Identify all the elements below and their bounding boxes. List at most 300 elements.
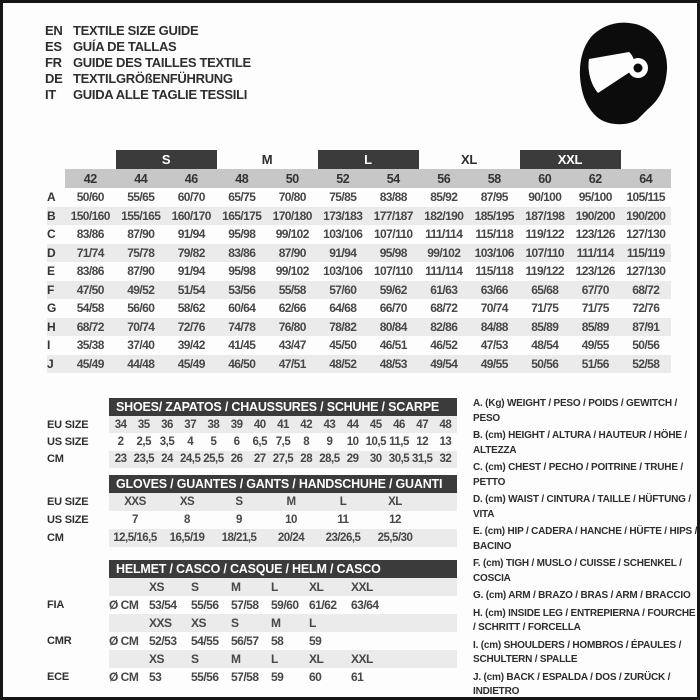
legend-item: G. (cm) ARM / BRAZO / BRAS / ARM / BRACCIO: [473, 590, 691, 601]
size-cell: 59/62: [379, 282, 407, 297]
size-cell: 105/115: [626, 190, 665, 205]
row-label: F: [47, 282, 55, 297]
size-cell: 50/56: [531, 356, 559, 371]
size-cell: 127/130: [626, 264, 666, 279]
size-cell: 47/50: [76, 282, 104, 297]
value-cell: 63/64: [351, 598, 379, 612]
row-label: B: [47, 208, 56, 223]
value-cell: 61/62: [309, 598, 337, 612]
size-cell: 72/76: [177, 319, 205, 334]
size-cell: 67/70: [581, 282, 609, 297]
size-table-row: [47, 225, 671, 244]
value-cell: 47: [416, 418, 429, 431]
language-title: GUIDE DES TAILLES TEXTILE: [73, 55, 251, 70]
size-cell: 61/63: [430, 282, 458, 297]
size-cell: 170/180: [272, 208, 312, 223]
value-cell: 53: [149, 670, 162, 684]
language-line: [45, 39, 251, 55]
value-cell: 5: [210, 435, 217, 448]
language-title-list: [45, 23, 251, 103]
size-cell: 85/92: [430, 190, 458, 205]
column-header: 46: [184, 171, 198, 186]
size-cell: 55/58: [278, 282, 306, 297]
value-cell: 37: [184, 418, 197, 431]
size-cell: 150/160: [70, 208, 110, 223]
column-header: 56: [437, 171, 451, 186]
value-cell: 25,5/30: [377, 532, 413, 544]
language-line: [45, 23, 251, 39]
value-cell: XS: [149, 652, 165, 666]
value-cell: 8: [303, 435, 310, 448]
size-cell: 68/72: [632, 282, 660, 297]
size-cell: 165/175: [222, 208, 262, 223]
size-cell: 111/114: [425, 227, 463, 242]
value-cell: 4: [187, 435, 194, 448]
value-cell: 59/60: [271, 598, 299, 612]
size-cell: 83/86: [228, 245, 256, 260]
value-cell: 58: [271, 634, 284, 648]
row-label: I: [47, 338, 51, 353]
language-code: ES: [45, 39, 62, 54]
value-cell: 57/58: [231, 670, 259, 684]
size-cell: 49/52: [127, 282, 155, 297]
value-cell: L: [271, 652, 278, 666]
row-values: [109, 650, 457, 668]
size-cell: 115/118: [475, 264, 514, 279]
legend-item: F. (cm) TIGH / MUSLO / CUISSE / SCHENKEL / COSCIA: [473, 558, 682, 584]
size-cell: 46/52: [430, 338, 458, 353]
value-cell: 38: [207, 418, 220, 431]
value-cell: 39: [230, 418, 243, 431]
value-cell: S: [235, 496, 243, 508]
size-cell: 99/102: [275, 264, 309, 279]
size-cell: 87/95: [480, 190, 508, 205]
value-cell: 9: [326, 435, 333, 448]
value-cell: 32: [439, 453, 452, 466]
value-cell: 23: [114, 453, 127, 466]
row-values: [109, 578, 457, 596]
value-cell: 2: [117, 435, 124, 448]
helmet-section-title: HELMET / CASCO / CASQUE / HELM / CASCO: [109, 560, 457, 578]
value-cell: 23/26,5: [325, 532, 361, 544]
legend-item: D. (cm) WAIST / CINTURA / TAILLE / HÜFTUNG / VITA: [473, 494, 691, 520]
value-cell: 27: [253, 453, 266, 466]
row-label: C: [47, 227, 56, 242]
size-cell: 190/200: [626, 208, 666, 223]
size-cell: 82/86: [430, 319, 458, 334]
size-cell: 190/200: [575, 208, 615, 223]
size-cell: 90/100: [528, 190, 562, 205]
size-cell: 39/42: [177, 338, 205, 353]
size-cell: 68/72: [430, 301, 458, 316]
size-cell: 71/74: [76, 245, 104, 260]
size-cell: 91/94: [177, 264, 205, 279]
size-cell: 182/190: [424, 208, 464, 223]
size-cell: 35/38: [76, 338, 104, 353]
value-cell: 46: [393, 418, 405, 431]
value-cell: 43: [323, 418, 336, 431]
size-cell: 52/58: [632, 356, 660, 371]
size-cell: 79/82: [177, 245, 205, 260]
row-side-label: EU SIZE: [47, 418, 89, 431]
size-table-row: [47, 244, 671, 263]
size-table-row: [47, 262, 671, 281]
column-header: 60: [538, 171, 552, 186]
size-cell: 78/82: [329, 319, 357, 334]
size-cell: 47/53: [480, 338, 508, 353]
value-cell: Ø CM: [109, 670, 139, 684]
size-cell: 37/40: [127, 338, 155, 353]
value-cell: 35: [137, 418, 150, 431]
row-side-label: ECE: [47, 671, 70, 683]
size-cell: 107/110: [373, 227, 413, 242]
value-cell: XS: [191, 616, 207, 630]
size-cell: 51/56: [581, 356, 609, 371]
value-cell: 60: [309, 670, 322, 684]
value-cell: 59: [309, 634, 322, 648]
row-values: [109, 596, 457, 614]
shoes-section-title: SHOES/ ZAPATOS / CHAUSSURES / SCHUHE / SCARPE: [109, 398, 457, 416]
row-values: [109, 614, 457, 632]
size-cell: 66/70: [379, 301, 407, 316]
column-header: 58: [487, 171, 501, 186]
size-cell: 65/68: [531, 282, 559, 297]
size-cell: 187/198: [525, 208, 565, 223]
size-cell: 41/45: [228, 338, 256, 353]
size-cell: 45/49: [76, 356, 104, 371]
row-side-label: [47, 614, 109, 632]
row-values: [109, 529, 457, 547]
row-values: [109, 493, 457, 511]
value-cell: 11,5: [389, 435, 409, 448]
size-cell: 63/66: [480, 282, 508, 297]
size-cell: 95/98: [228, 264, 256, 279]
value-cell: 28: [300, 453, 313, 466]
value-cell: 30: [369, 453, 382, 466]
size-cell: 72/76: [632, 301, 660, 316]
size-cell: 50/56: [632, 338, 660, 353]
size-cell: 99/102: [427, 245, 461, 260]
size-cell: 57/60: [329, 282, 357, 297]
value-cell: 11: [337, 514, 349, 526]
value-cell: 10: [346, 435, 359, 448]
size-cell: 103/106: [323, 264, 363, 279]
size-cell: 60/70: [177, 190, 205, 205]
size-cell: 87/90: [127, 227, 155, 242]
size-cell: 44/48: [127, 356, 155, 371]
size-table-row: [47, 336, 671, 355]
column-header: 54: [386, 171, 400, 186]
size-cell: 95/98: [379, 245, 407, 260]
value-cell: 59: [271, 670, 284, 684]
size-cell: 60/64: [228, 301, 256, 316]
value-cell: 6,5: [252, 435, 268, 448]
value-cell: XL: [388, 496, 402, 508]
size-cell: 48/53: [379, 356, 407, 371]
language-title: TEXTILGRÖßENFÜHRUNG: [73, 71, 233, 86]
value-cell: S: [191, 580, 199, 594]
value-cell: XXL: [351, 652, 373, 666]
size-cell: 111/114: [425, 264, 463, 279]
size-cell: 62/66: [278, 301, 306, 316]
size-cell: 55/65: [127, 190, 155, 205]
legend-item: C. (cm) CHEST / PECHO / POITRINE / TRUHE / PETTO: [473, 462, 683, 488]
size-table-row: [47, 281, 671, 300]
value-cell: 3,5: [159, 435, 175, 448]
row-label: J: [47, 356, 54, 371]
value-cell: 57/58: [231, 598, 259, 612]
value-cell: M: [231, 580, 241, 594]
column-header: 62: [588, 171, 602, 186]
value-cell: 53/54: [149, 598, 177, 612]
value-cell: XXS: [149, 616, 172, 630]
size-cell: 76/80: [278, 319, 306, 334]
value-cell: 30,5: [388, 453, 410, 466]
column-header: 64: [639, 171, 653, 186]
value-cell: 41: [277, 418, 289, 431]
row-values: [109, 511, 457, 529]
value-cell: XXL: [351, 580, 373, 594]
row-values: [109, 433, 457, 450]
size-cell: 68/72: [76, 319, 104, 334]
size-cell: 64/68: [329, 301, 357, 316]
size-group-label: XXL: [520, 150, 621, 169]
size-cell: 84/88: [480, 319, 508, 334]
size-cell: 50/60: [76, 190, 104, 205]
value-cell: 25,5: [203, 453, 224, 466]
language-title: TEXTILE SIZE GUIDE: [73, 23, 199, 38]
value-cell: 31,5: [412, 453, 433, 466]
row-values: [109, 632, 457, 650]
value-cell: 52/53: [149, 634, 177, 648]
value-cell: 55/56: [191, 598, 219, 612]
value-cell: 45: [369, 418, 382, 431]
size-cell: 85/89: [531, 319, 559, 334]
size-cell: 87/91: [632, 319, 660, 334]
size-cell: 49/55: [581, 338, 609, 353]
size-cell: 70/74: [127, 319, 155, 334]
value-cell: 24: [161, 453, 173, 466]
value-cell: 40: [253, 418, 266, 431]
value-cell: L: [271, 580, 278, 594]
size-cell: 71/75: [531, 301, 559, 316]
value-cell: S: [231, 616, 239, 630]
size-cell: 85/89: [581, 319, 609, 334]
value-cell: 36: [161, 418, 173, 431]
size-cell: 48/52: [329, 356, 357, 371]
value-cell: L: [309, 616, 316, 630]
row-label: E: [47, 264, 56, 279]
value-cell: 18/21,5: [221, 532, 257, 544]
size-cell: 87/90: [278, 245, 306, 260]
size-cell: 185/195: [474, 208, 514, 223]
value-cell: M: [286, 496, 296, 508]
size-cell: 160/170: [171, 208, 211, 223]
size-cell: 127/130: [626, 227, 666, 242]
legend-item: A. (Kg) WEIGHT / PESO / POIDS / GEWITCH / PESO: [473, 398, 678, 424]
size-cell: 103/106: [474, 245, 514, 260]
legend-item: B. (cm) HEIGHT / ALTURA / HAUTEUR / HÖHE / ALTEZZA: [473, 430, 688, 456]
row-values: [109, 668, 457, 686]
size-table-row: [47, 318, 671, 337]
language-title: GUIDA ALLE TAGLIE TESSILI: [73, 87, 248, 102]
size-cell: 58/62: [177, 301, 205, 316]
column-header: 44: [134, 171, 148, 186]
size-cell: 75/78: [127, 245, 155, 260]
textile-size-table: [47, 150, 671, 373]
size-cell: 91/94: [329, 245, 357, 260]
row-values: [109, 451, 457, 468]
size-cell: 45/50: [329, 338, 357, 353]
value-cell: 20/24: [277, 532, 305, 544]
row-side-label: US SIZE: [47, 435, 89, 448]
value-cell: 34: [114, 418, 127, 431]
value-cell: 26: [230, 453, 243, 466]
size-cell: 65/75: [228, 190, 256, 205]
value-cell: XL: [309, 652, 324, 666]
size-cell: 123/126: [575, 227, 615, 242]
value-cell: 2,5: [136, 435, 152, 448]
size-group-label: S: [116, 150, 217, 169]
size-cell: 80/84: [379, 319, 407, 334]
size-cell: 103/106: [323, 227, 363, 242]
row-values: [109, 416, 457, 433]
size-cell: 119/122: [525, 264, 564, 279]
row-label: A: [47, 190, 56, 205]
measurement-legend: [473, 397, 700, 700]
size-cell: 87/90: [127, 264, 155, 279]
language-code: EN: [45, 23, 63, 38]
main-table-body: [47, 188, 671, 373]
size-group-label: M: [261, 152, 273, 167]
language-line: [45, 87, 251, 103]
value-cell: 7: [132, 514, 138, 526]
size-cell: 111/114: [576, 245, 614, 260]
size-cell: 48/54: [531, 338, 559, 353]
size-cell: 75/85: [329, 190, 357, 205]
value-cell: 10: [285, 514, 297, 526]
value-cell: 12: [389, 514, 401, 526]
row-side-label: [47, 650, 109, 668]
column-header: 50: [285, 171, 299, 186]
size-cell: 56/60: [127, 301, 155, 316]
size-table-row: [47, 355, 671, 374]
legend-item: E. (cm) HIP / CADERA / HANCHE / HÜFTE / HIPS / BACINO: [473, 526, 698, 552]
size-cell: 47/51: [278, 356, 306, 371]
size-cell: 115/119: [626, 245, 665, 260]
value-cell: 27,5: [272, 453, 294, 466]
size-cell: 107/110: [525, 245, 564, 260]
size-cell: 49/55: [480, 356, 508, 371]
value-cell: 9: [236, 514, 242, 526]
language-code: FR: [45, 55, 62, 70]
language-line: [45, 55, 251, 71]
row-label: D: [47, 245, 56, 260]
size-cell: 45/49: [177, 356, 205, 371]
value-cell: L: [339, 496, 347, 508]
size-cell: 155/165: [121, 208, 161, 223]
language-line: [45, 71, 251, 87]
column-header: 52: [336, 171, 350, 186]
value-cell: M: [271, 616, 281, 630]
size-cell: 46/51: [379, 338, 407, 353]
size-cell: 115/118: [475, 227, 514, 242]
gloves-section-title: GLOVES / GUANTES / GANTS / HANDSCHUHE / GUANTI: [109, 475, 457, 493]
value-cell: 16,5/19: [169, 532, 205, 544]
size-cell: 107/110: [373, 264, 413, 279]
size-number-row: [47, 169, 671, 188]
row-side-label: EU SIZE: [47, 496, 89, 508]
value-cell: 44: [346, 418, 359, 431]
size-cell: 70/80: [278, 190, 306, 205]
value-cell: 10,5: [365, 435, 386, 448]
size-cell: 46/50: [228, 356, 256, 371]
size-cell: 173/183: [323, 208, 363, 223]
size-cell: 123/126: [575, 264, 615, 279]
size-cell: 83/86: [76, 227, 104, 242]
size-cell: 95/100: [578, 190, 612, 205]
language-title: GUÍA DE TALLAS: [73, 39, 177, 54]
size-cell: 71/75: [581, 301, 609, 316]
value-cell: 23,5: [133, 453, 154, 466]
size-table-row: [47, 207, 671, 226]
row-label-spacer: [47, 169, 65, 188]
value-cell: 24,5: [180, 453, 201, 466]
value-cell: 7,5: [275, 435, 291, 448]
value-cell: 6: [233, 435, 240, 448]
value-cell: 12: [416, 435, 429, 448]
size-cell: 83/88: [379, 190, 407, 205]
value-cell: 55/56: [191, 670, 219, 684]
value-cell: 13: [439, 435, 452, 448]
value-cell: 29: [346, 453, 359, 466]
row-side-label: CMR: [47, 635, 72, 647]
value-cell: 56/57: [231, 634, 259, 648]
row-side-label: CM: [47, 532, 64, 544]
row-side-label: CM: [47, 453, 64, 466]
size-group-row: [47, 150, 671, 169]
size-cell: 95/98: [228, 227, 256, 242]
value-cell: XS: [179, 496, 195, 508]
row-label: G: [47, 301, 57, 316]
language-code: IT: [45, 87, 56, 102]
row-side-label: FIA: [47, 599, 65, 611]
value-cell: XS: [149, 580, 165, 594]
size-cell: 99/102: [275, 227, 309, 242]
size-cell: 91/94: [177, 227, 205, 242]
size-table-row: [47, 299, 671, 318]
legend-item: H. (cm) INSIDE LEG / ENTREPIERNA / FOURCHE / SCHRITT / FORCELLA: [473, 607, 696, 633]
legend-item: I. (cm) SHOULDERS / HOMBROS / ÉPAULES / SCHULTERN / SPALLE: [473, 639, 682, 665]
value-cell: 42: [300, 418, 313, 431]
row-side-label: [47, 578, 109, 596]
size-group-label: XL: [460, 152, 477, 167]
size-table-row: [47, 188, 671, 207]
language-code: DE: [45, 71, 63, 86]
size-cell: 43/47: [278, 338, 306, 353]
value-cell: XL: [309, 580, 324, 594]
size-group-label: L: [318, 150, 419, 169]
size-cell: 49/54: [430, 356, 458, 371]
size-cell: 70/74: [480, 301, 508, 316]
size-cell: 74/78: [228, 319, 256, 334]
value-cell: 54/55: [191, 634, 219, 648]
size-cell: 53/56: [228, 282, 256, 297]
value-cell: S: [191, 652, 199, 666]
value-cell: Ø CM: [109, 634, 139, 648]
legend-item: J. (cm) BACK / ESPALDA / DOS / ZURÜCK / INDIETRO: [473, 671, 671, 697]
size-cell: 54/58: [76, 301, 104, 316]
